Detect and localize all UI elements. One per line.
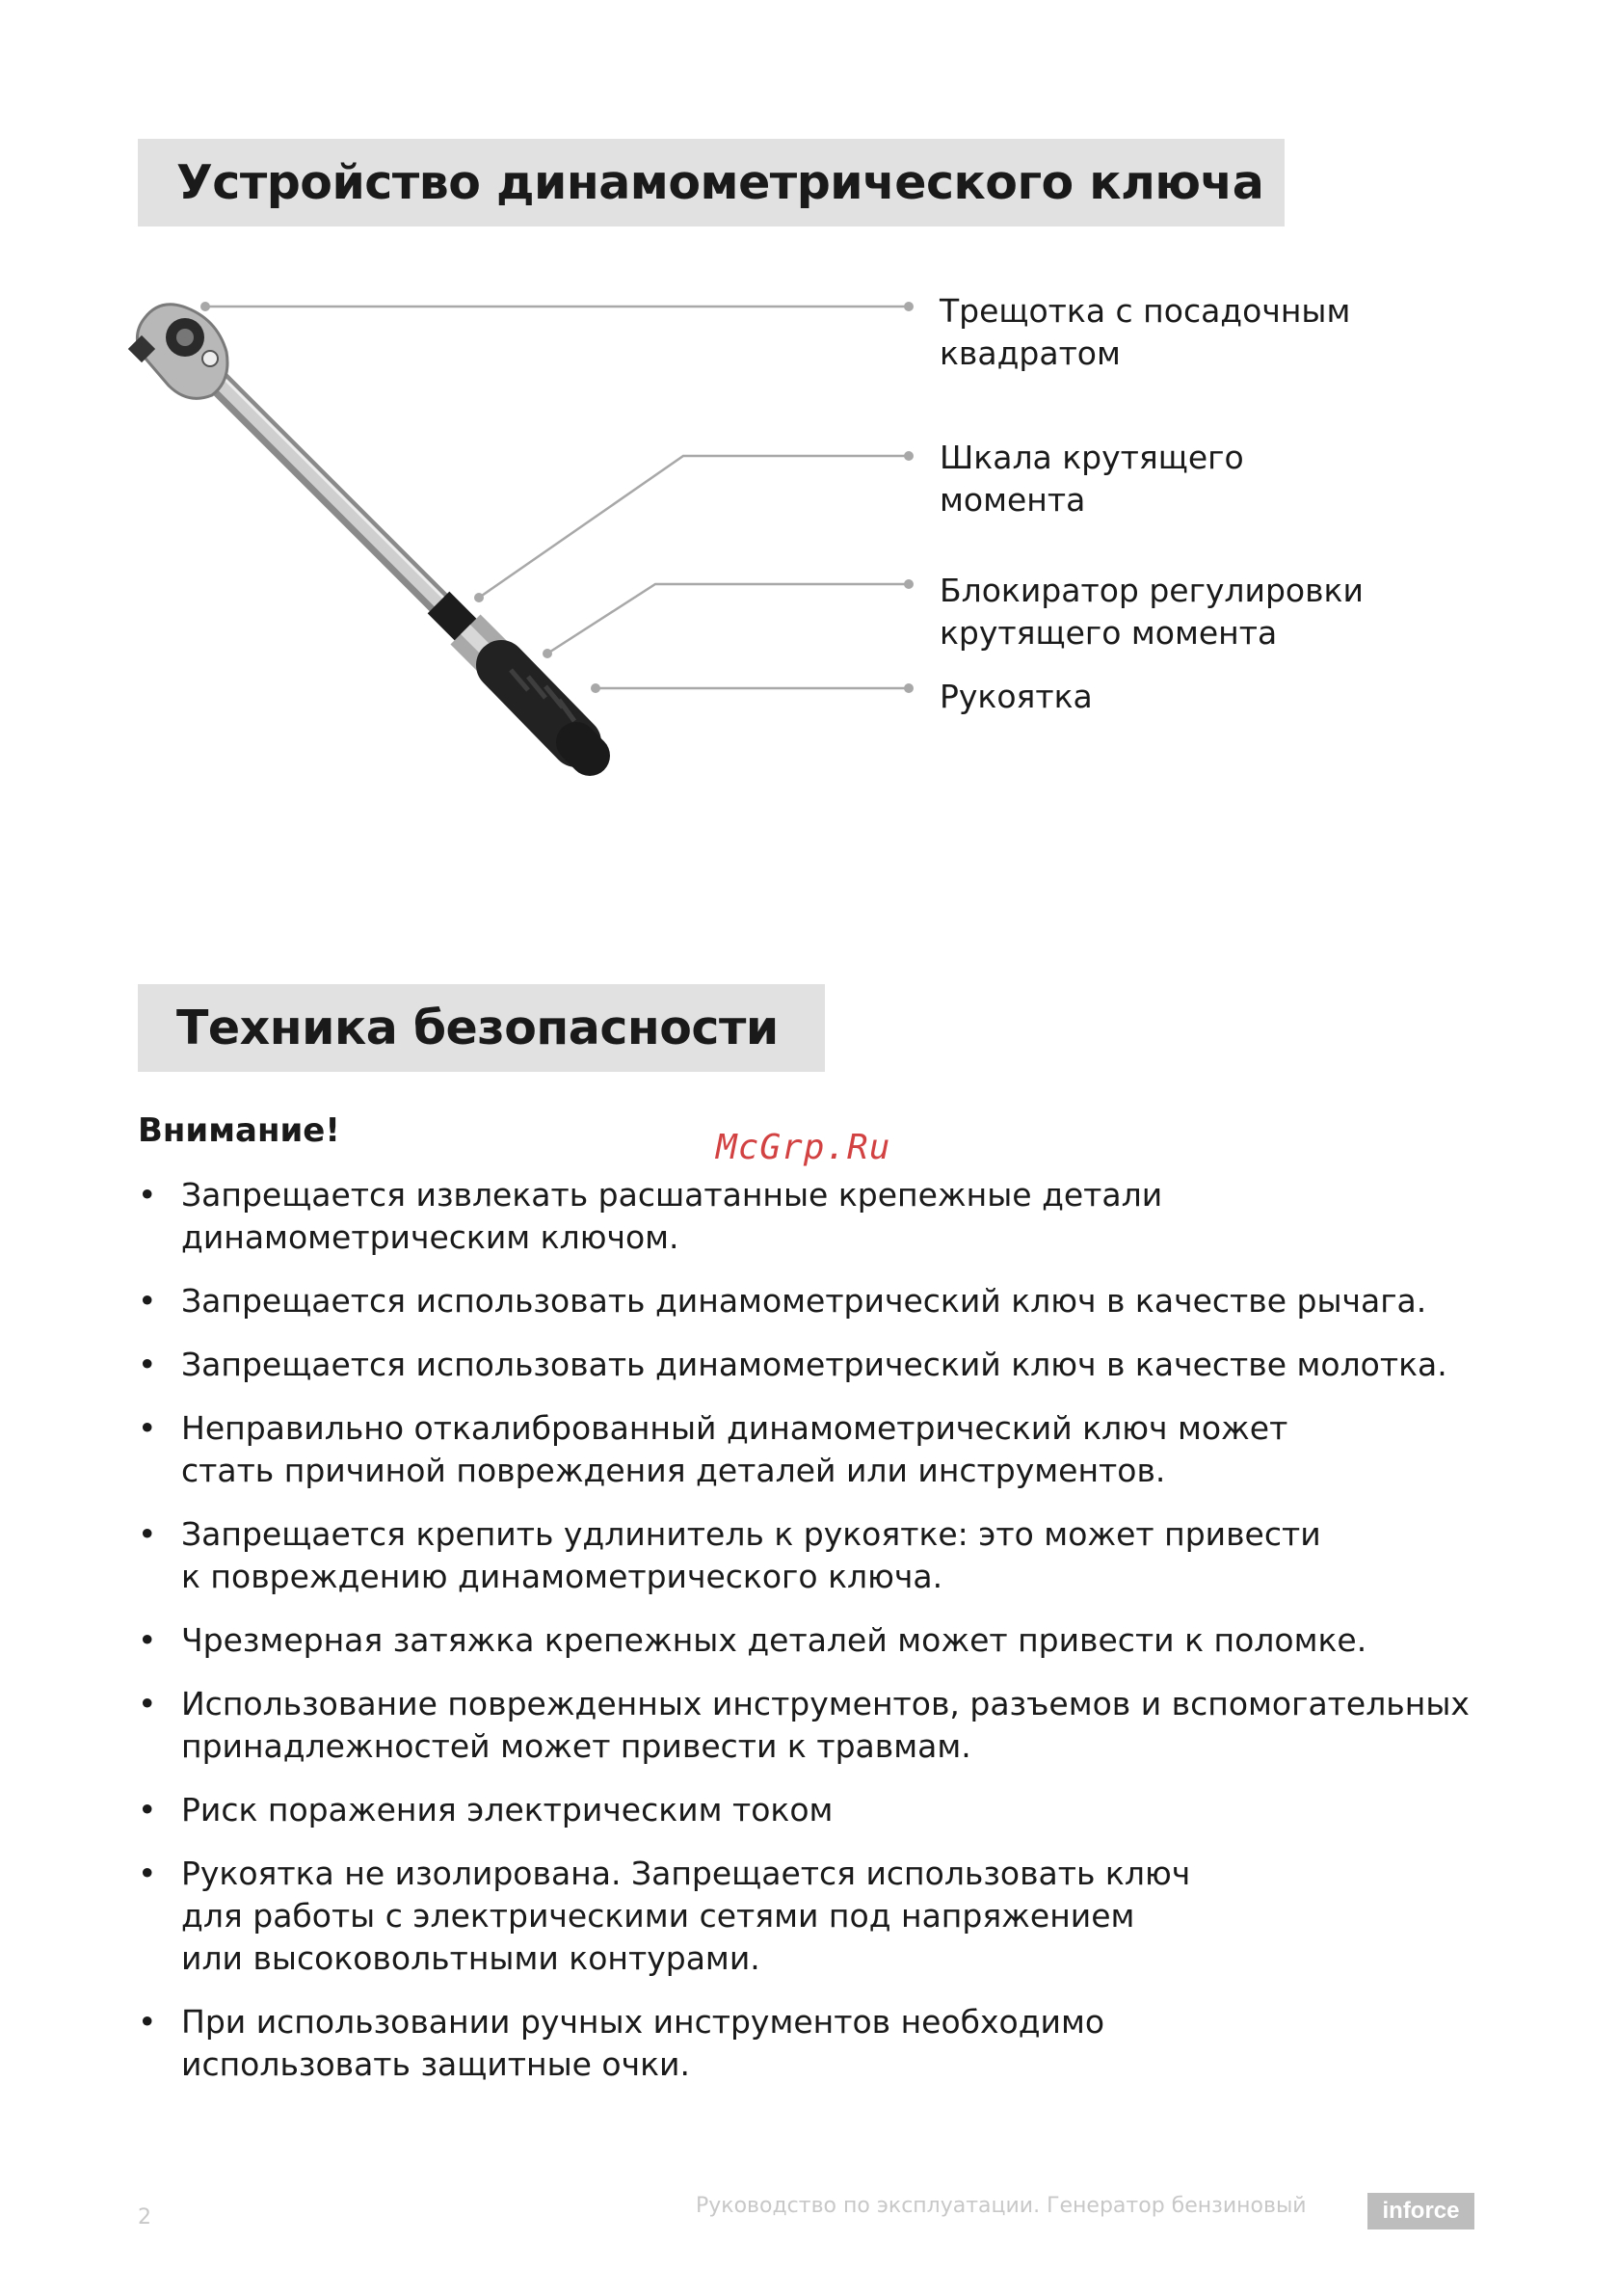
rule-text: Запрещается извлекать расшатанные крепежные детали динамометрическим ключом.: [181, 1176, 1163, 1256]
callout-ratchet: Трещотка с посадочным квадратом: [940, 292, 1351, 372]
bullet: •: [138, 1346, 157, 1383]
safety-rules-list: [138, 1174, 1487, 2107]
device-section-title: Устройство динамометрического ключа: [138, 139, 1285, 227]
callout-handle: Рукоятка: [940, 678, 1093, 715]
list-item: [138, 1513, 1487, 1598]
list-item: [138, 1683, 1487, 1768]
bullet: •: [138, 2003, 157, 2041]
list-item: [138, 1407, 1487, 1492]
bullet: •: [138, 1282, 157, 1320]
attention-heading: Внимание!: [138, 1111, 340, 1150]
rule-text: Запрещается использовать динамометрический ключ в качестве рычага.: [181, 1282, 1427, 1320]
list-item: [138, 1280, 1487, 1322]
bullet: •: [138, 1791, 157, 1829]
list-item: [138, 2001, 1487, 2086]
rule-text: Неправильно откалиброванный динамометрический ключ может стать причиной повреждения деталей или инструментов.: [181, 1409, 1288, 1489]
rule-text: При использовании ручных инструментов необходимо использовать защитные очки.: [181, 2003, 1105, 2083]
safety-section-title: Техника безопасности: [138, 984, 825, 1072]
bullet: •: [138, 1621, 157, 1659]
watermark: McGrp.Ru: [716, 1128, 891, 1167]
rule-text: Рукоятка не изолирована. Запрещается использовать ключ для работы с электрическими сетями под напряжением или высоковольтными контурами.: [181, 1855, 1191, 1977]
leader-dots: [200, 302, 914, 693]
callout-torque-scale: Шкала крутящего момента: [940, 439, 1244, 519]
rule-text: Запрещается крепить удлинитель к рукоятке: это может привести к повреждению динамометрического ключа.: [181, 1515, 1321, 1595]
callout-torque-lock: Блокиратор регулировки крутящего момента: [940, 572, 1364, 652]
list-item: [138, 1789, 1487, 1831]
page-number: 2: [138, 2205, 151, 2229]
bullet: •: [138, 1685, 157, 1722]
bullet: •: [138, 1176, 157, 1214]
torque-wrench-illustration: [128, 305, 590, 756]
leader-lines: [205, 307, 909, 688]
list-item: [138, 1344, 1487, 1386]
bullet: •: [138, 1515, 157, 1553]
bullet: •: [138, 1855, 157, 1892]
list-item: [138, 1853, 1487, 1980]
footer-text: Руководство по эксплуатации. Генератор бензиновый: [696, 2194, 1307, 2218]
rule-text: Риск поражения электрическим током: [181, 1791, 834, 1829]
brand-logo: inforce: [1367, 2193, 1474, 2229]
rule-text: Чрезмерная затяжка крепежных деталей может привести к поломке.: [181, 1621, 1367, 1659]
rule-text: Запрещается использовать динамометрический ключ в качестве молотка.: [181, 1346, 1447, 1383]
torque-wrench-diagram: [0, 0, 1618, 868]
bullet: •: [138, 1409, 157, 1447]
list-item: [138, 1174, 1487, 1259]
rule-text: Использование поврежденных инструментов, разъемов и вспомогательных принадлежностей может привести к травмам.: [181, 1685, 1470, 1765]
list-item: [138, 1619, 1487, 1662]
